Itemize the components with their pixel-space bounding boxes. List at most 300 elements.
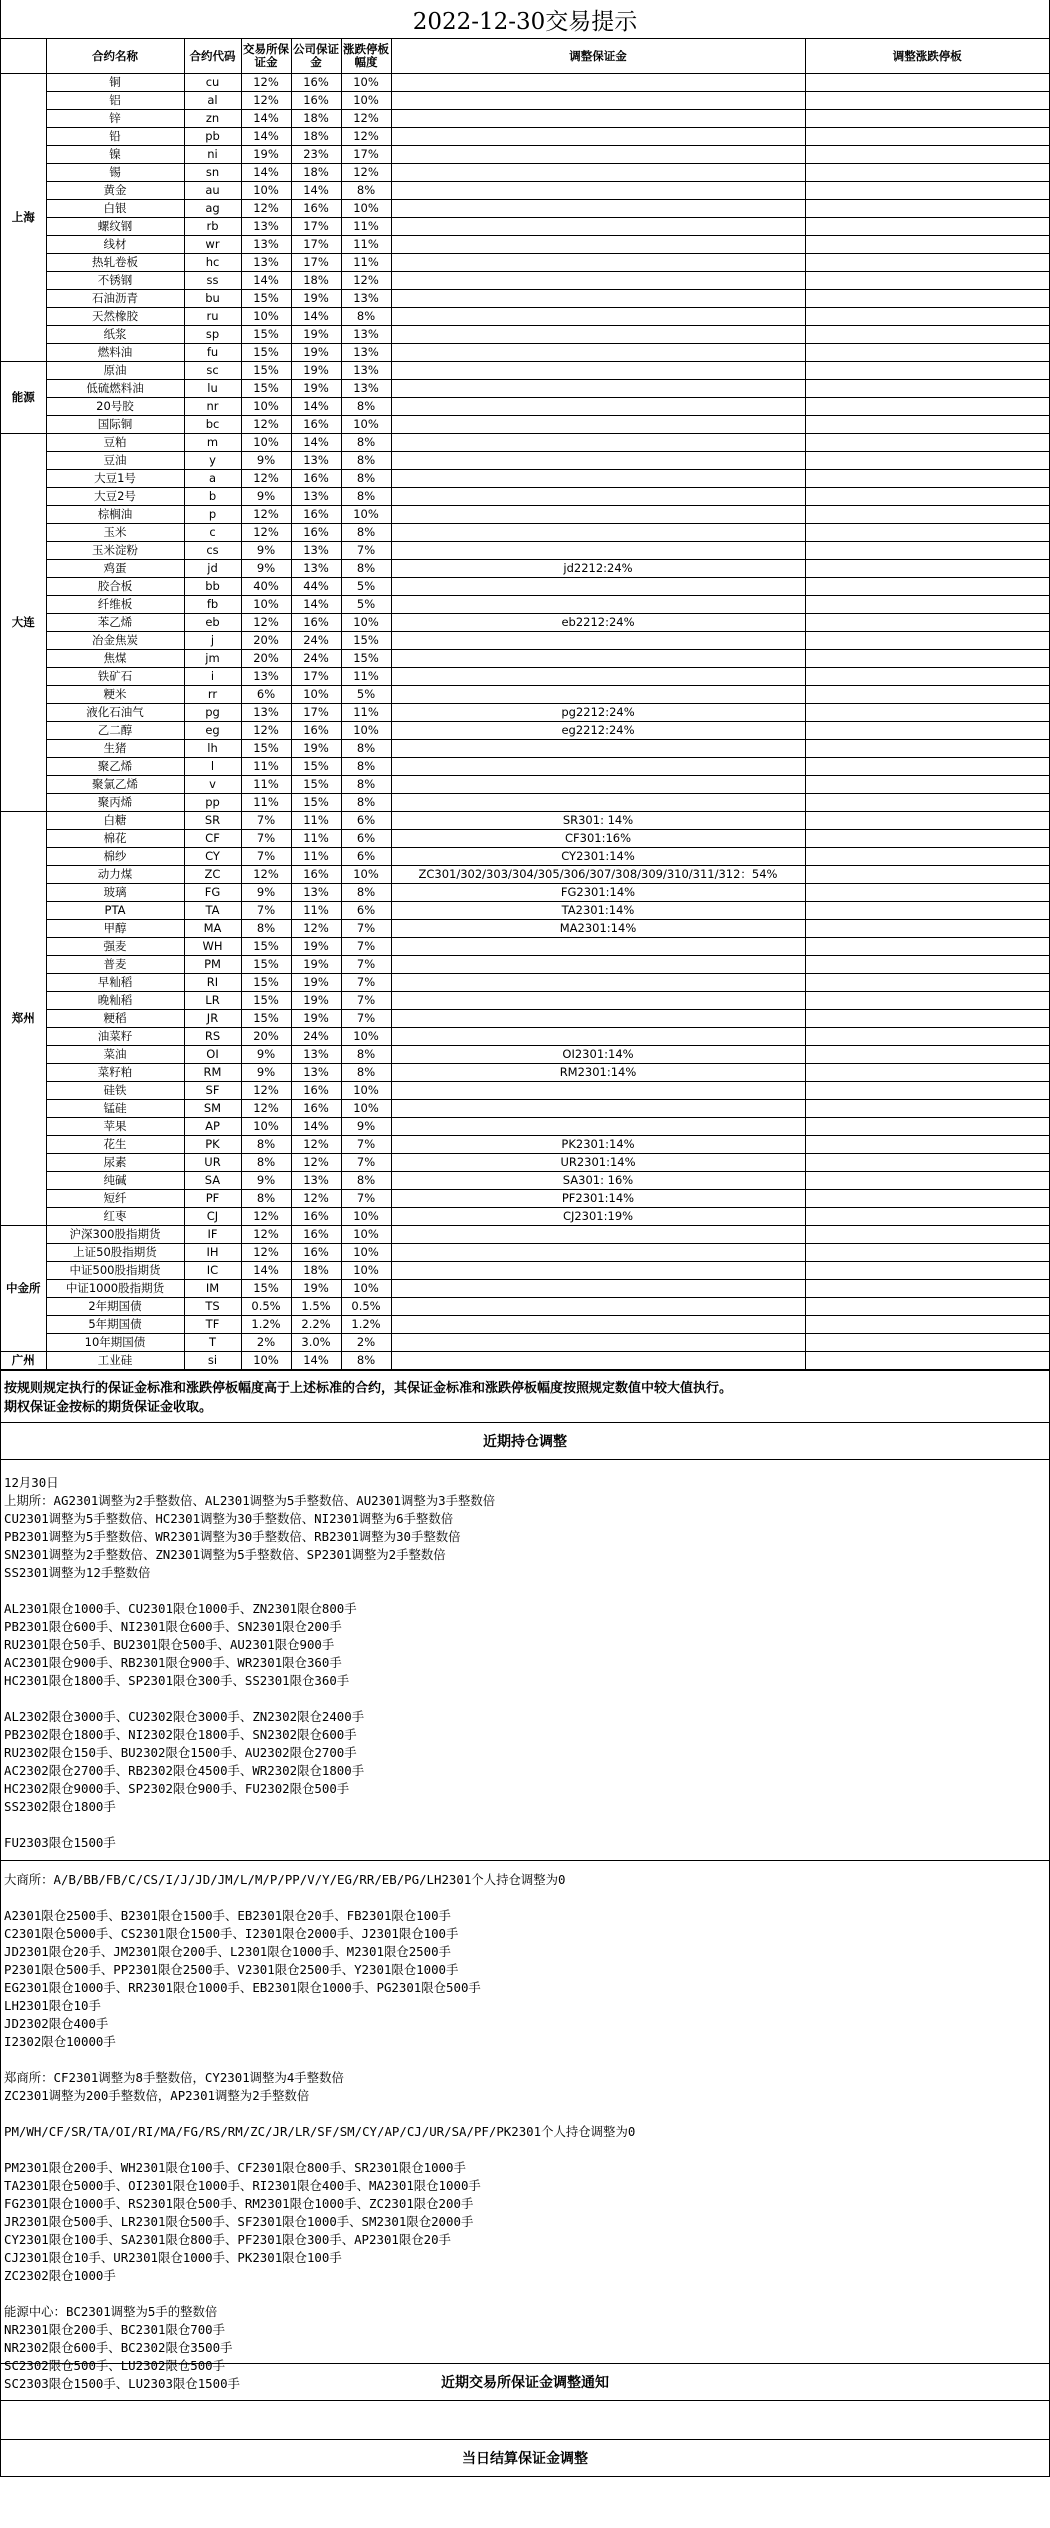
table-row [1,1208,1049,1226]
adjust-limit-cell [805,506,1049,524]
exchange-margin-cell: 13% [241,254,291,272]
contract-name-cell: 铝 [46,92,184,110]
limit-range-cell: 8% [341,776,391,794]
contract-code-cell: bc [184,416,241,434]
company-margin-cell: 16% [291,200,341,218]
limit-range-cell: 7% [341,938,391,956]
limit-range-cell: 10% [341,866,391,884]
contract-name-cell: 胶合板 [46,578,184,596]
exchange-margin-cell: 7% [241,902,291,920]
contract-code-cell: a [184,470,241,488]
adjust-limit-cell [805,290,1049,308]
exchange-margin-cell: 9% [241,1172,291,1190]
contract-code-cell: JR [184,1010,241,1028]
contract-name-cell: 10年期国债 [46,1334,184,1352]
company-margin-cell: 14% [291,308,341,326]
contract-code-cell: FG [184,884,241,902]
table-row [1,308,1049,326]
contract-name-cell: 锰硅 [46,1100,184,1118]
adjust-margin-cell: PF2301:14% [391,1190,805,1208]
contract-code-cell: pg [184,704,241,722]
company-margin-cell: 23% [291,146,341,164]
limit-range-cell: 11% [341,254,391,272]
adjust-limit-cell [805,1244,1049,1262]
exchange-margin-cell: 15% [241,380,291,398]
company-margin-cell: 11% [291,902,341,920]
contract-name-cell: 粳稻 [46,1010,184,1028]
adjust-limit-cell [805,1280,1049,1298]
company-margin-cell: 13% [291,1064,341,1082]
adjust-margin-cell [391,596,805,614]
exchange-label: 上海 [1,74,46,362]
adjust-limit-cell [805,488,1049,506]
contract-name-cell: 2年期国债 [46,1298,184,1316]
adjust-limit-cell [805,1298,1049,1316]
table-row [1,74,1049,92]
company-margin-cell: 18% [291,164,341,182]
contract-name-cell: 螺纹钢 [46,218,184,236]
adjust-limit-cell [805,398,1049,416]
adjust-limit-cell [805,758,1049,776]
company-margin-cell: 12% [291,1190,341,1208]
adjust-limit-cell [805,938,1049,956]
contract-name-cell: 粳米 [46,686,184,704]
limit-range-cell: 2% [341,1334,391,1352]
contract-code-cell: SR [184,812,241,830]
contract-code-cell: ZC [184,866,241,884]
company-margin-cell: 17% [291,254,341,272]
table-row [1,740,1049,758]
company-margin-cell: 16% [291,722,341,740]
limit-range-cell: 13% [341,290,391,308]
company-margin-cell: 16% [291,1100,341,1118]
table-row [1,1082,1049,1100]
adjust-margin-cell [391,218,805,236]
table-row [1,344,1049,362]
table-row [1,1154,1049,1172]
company-margin-cell: 19% [291,1010,341,1028]
contract-code-cell: CF [184,830,241,848]
contract-code-cell: pb [184,128,241,146]
contract-code-cell: CJ [184,1208,241,1226]
limit-range-cell: 10% [341,614,391,632]
contract-code-cell: v [184,776,241,794]
limit-range-cell: 12% [341,128,391,146]
contract-name-cell: 白银 [46,200,184,218]
header-limit-range: 涨跌停板幅度 [341,39,391,74]
contract-code-cell: PK [184,1136,241,1154]
adjust-limit-cell [805,254,1049,272]
exchange-margin-cell: 8% [241,920,291,938]
adjust-margin-cell: SA301: 16% [391,1172,805,1190]
contract-code-cell: IF [184,1226,241,1244]
header-adjust-limit: 调整涨跌停板 [805,39,1049,74]
company-margin-cell: 16% [291,1082,341,1100]
contract-code-cell: ss [184,272,241,290]
limit-range-cell: 8% [341,884,391,902]
adjust-limit-cell [805,560,1049,578]
table-row [1,974,1049,992]
table-row [1,164,1049,182]
rules-note [1,1370,1049,1422]
adjust-margin-cell [391,1082,805,1100]
exchange-margin-cell: 10% [241,1352,291,1370]
table-row [1,596,1049,614]
header-contract-code: 合约代码 [184,39,241,74]
contract-name-cell: 国际铜 [46,416,184,434]
exchange-margin-cell: 12% [241,416,291,434]
exchange-margin-cell: 1.2% [241,1316,291,1334]
adjust-margin-cell [391,380,805,398]
adjust-margin-cell: CY2301:14% [391,848,805,866]
table-row [1,1298,1049,1316]
adjust-limit-cell [805,542,1049,560]
adjust-margin-cell: CF301:16% [391,830,805,848]
adjust-limit-cell [805,848,1049,866]
adjust-limit-cell [805,740,1049,758]
contract-name-cell: 苹果 [46,1118,184,1136]
adjust-margin-cell: FG2301:14% [391,884,805,902]
limit-range-cell: 12% [341,110,391,128]
adjust-margin-cell: OI2301:14% [391,1046,805,1064]
adjust-limit-cell [805,974,1049,992]
adjust-limit-cell [805,1064,1049,1082]
contract-name-cell: 白糖 [46,812,184,830]
adjust-limit-cell [805,578,1049,596]
contract-name-cell: 铁矿石 [46,668,184,686]
adjust-limit-cell [805,236,1049,254]
contract-name-cell: 大豆1号 [46,470,184,488]
limit-range-cell: 6% [341,812,391,830]
contract-name-cell: 聚乙烯 [46,758,184,776]
company-margin-cell: 19% [291,956,341,974]
company-margin-cell: 13% [291,542,341,560]
contract-code-cell: cs [184,542,241,560]
company-margin-cell: 13% [291,1046,341,1064]
adjust-limit-cell [805,614,1049,632]
exchange-margin-cell: 12% [241,506,291,524]
contract-name-cell: 硅铁 [46,1082,184,1100]
adjust-limit-cell [805,632,1049,650]
table-row [1,1244,1049,1262]
adjust-margin-cell: PK2301:14% [391,1136,805,1154]
adjust-margin-cell [391,686,805,704]
contract-code-cell: wr [184,236,241,254]
adjust-limit-cell [805,1028,1049,1046]
contract-name-cell: 线材 [46,236,184,254]
contract-name-cell: 镍 [46,146,184,164]
exchange-margin-cell: 9% [241,1046,291,1064]
limit-range-cell: 10% [341,1100,391,1118]
exchange-margin-cell: 12% [241,1226,291,1244]
contract-name-cell: 普麦 [46,956,184,974]
table-row [1,1064,1049,1082]
margin-table [1,39,1049,1370]
company-margin-cell: 44% [291,578,341,596]
contract-code-cell: TS [184,1298,241,1316]
table-row [1,416,1049,434]
adjust-limit-cell [805,884,1049,902]
exchange-label: 广州 [1,1352,46,1370]
contract-code-cell: WH [184,938,241,956]
limit-range-cell: 6% [341,902,391,920]
company-margin-cell: 12% [291,920,341,938]
contract-name-cell: 红枣 [46,1208,184,1226]
adjust-limit-cell [805,1118,1049,1136]
contract-code-cell: lh [184,740,241,758]
exchange-margin-cell: 10% [241,182,291,200]
contract-code-cell: eg [184,722,241,740]
exchange-margin-cell: 12% [241,1208,291,1226]
limit-range-cell: 12% [341,272,391,290]
exchange-margin-cell: 20% [241,632,291,650]
exchange-margin-cell: 14% [241,1262,291,1280]
exchange-margin-cell: 14% [241,272,291,290]
adjust-margin-cell: UR2301:14% [391,1154,805,1172]
table-row [1,866,1049,884]
adjust-limit-cell [805,1100,1049,1118]
exchange-margin-cell: 40% [241,578,291,596]
table-row [1,722,1049,740]
contract-code-cell: IM [184,1280,241,1298]
contract-name-cell: 5年期国债 [46,1316,184,1334]
contract-name-cell: 玉米 [46,524,184,542]
table-row [1,1280,1049,1298]
exchange-margin-cell: 15% [241,344,291,362]
adjust-limit-cell [805,1046,1049,1064]
table-row [1,614,1049,632]
adjust-margin-cell [391,128,805,146]
adjust-limit-cell [805,812,1049,830]
table-row [1,1352,1049,1370]
adjust-margin-cell [391,362,805,380]
limit-range-cell: 10% [341,1028,391,1046]
contract-name-cell: 锌 [46,110,184,128]
limit-range-cell: 10% [341,1262,391,1280]
table-row [1,650,1049,668]
company-margin-cell: 19% [291,344,341,362]
limit-range-cell: 0.5% [341,1298,391,1316]
adjust-margin-cell [391,74,805,92]
table-row [1,92,1049,110]
adjust-margin-cell [391,524,805,542]
adjust-margin-cell: jd2212:24% [391,560,805,578]
exchange-label: 大连 [1,434,46,812]
adjust-margin-cell [391,434,805,452]
limit-range-cell: 6% [341,848,391,866]
divider [1,1860,1049,1861]
contract-name-cell: 棕榈油 [46,506,184,524]
table-row [1,1190,1049,1208]
contract-code-cell: b [184,488,241,506]
limit-range-cell: 7% [341,956,391,974]
adjust-margin-cell [391,974,805,992]
adjust-limit-cell [805,722,1049,740]
adjust-margin-cell [391,758,805,776]
limit-range-cell: 17% [341,146,391,164]
company-margin-cell: 13% [291,560,341,578]
limit-range-cell: 10% [341,74,391,92]
adjust-limit-cell [805,344,1049,362]
contract-name-cell: 原油 [46,362,184,380]
exchange-margin-cell: 13% [241,218,291,236]
contract-name-cell: 晚籼稻 [46,992,184,1010]
exchange-margin-cell: 9% [241,884,291,902]
table-row [1,398,1049,416]
limit-range-cell: 13% [341,362,391,380]
company-margin-cell: 16% [291,416,341,434]
exchange-margin-cell: 15% [241,362,291,380]
contract-code-cell: si [184,1352,241,1370]
contract-name-cell: 强麦 [46,938,184,956]
contract-name-cell: 动力煤 [46,866,184,884]
table-row [1,1136,1049,1154]
contract-name-cell: 尿素 [46,1154,184,1172]
limit-range-cell: 10% [341,722,391,740]
table-row [1,938,1049,956]
table-row [1,812,1049,830]
table-row [1,704,1049,722]
company-margin-cell: 19% [291,380,341,398]
limit-range-cell: 7% [341,1190,391,1208]
contract-name-cell: 花生 [46,1136,184,1154]
header-contract-name: 合约名称 [46,39,184,74]
adjust-margin-cell [391,1352,805,1370]
contract-code-cell: AP [184,1118,241,1136]
adjust-margin-cell [391,632,805,650]
company-margin-cell: 17% [291,704,341,722]
position-adjust-title: 近期持仓调整 [1,1422,1049,1459]
company-margin-cell: 14% [291,1118,341,1136]
adjust-limit-cell [805,902,1049,920]
adjust-limit-cell [805,794,1049,812]
adjust-margin-cell [391,794,805,812]
adjust-margin-cell [391,344,805,362]
contract-name-cell: 早籼稻 [46,974,184,992]
contract-name-cell: 天然橡胶 [46,308,184,326]
adjust-margin-cell [391,542,805,560]
exchange-margin-cell: 10% [241,596,291,614]
exchange-margin-cell: 9% [241,488,291,506]
contract-name-cell: 低硫燃料油 [46,380,184,398]
adjust-margin-cell [391,290,805,308]
adjust-margin-cell: TA2301:14% [391,902,805,920]
adjust-limit-cell [805,200,1049,218]
limit-range-cell: 13% [341,344,391,362]
contract-name-cell: 生猪 [46,740,184,758]
adjust-limit-cell [805,776,1049,794]
limit-range-cell: 8% [341,560,391,578]
limit-range-cell: 1.2% [341,1316,391,1334]
company-margin-cell: 16% [291,1244,341,1262]
table-row [1,560,1049,578]
contract-name-cell: 乙二醇 [46,722,184,740]
contract-code-cell: ru [184,308,241,326]
contract-name-cell: 苯乙烯 [46,614,184,632]
contract-code-cell: p [184,506,241,524]
table-row [1,1028,1049,1046]
contract-code-cell: PF [184,1190,241,1208]
adjust-margin-cell [391,1118,805,1136]
exchange-margin-cell: 13% [241,668,291,686]
contract-name-cell: 石油沥青 [46,290,184,308]
contract-code-cell: bb [184,578,241,596]
adjust-limit-cell [805,308,1049,326]
adjust-limit-cell [805,1262,1049,1280]
limit-range-cell: 8% [341,1172,391,1190]
adjust-margin-cell: ZC301/302/303/304/305/306/307/308/309/310/311/312：54% [391,866,805,884]
adjust-limit-cell [805,920,1049,938]
company-margin-cell: 19% [291,974,341,992]
company-margin-cell: 15% [291,794,341,812]
adjust-margin-cell [391,506,805,524]
contract-code-cell: al [184,92,241,110]
adjust-limit-cell [805,1334,1049,1352]
adjust-margin-cell [391,650,805,668]
company-margin-cell: 16% [291,614,341,632]
company-margin-cell: 15% [291,776,341,794]
company-margin-cell: 24% [291,1028,341,1046]
company-margin-cell: 17% [291,236,341,254]
company-margin-cell: 13% [291,488,341,506]
contract-code-cell: m [184,434,241,452]
contract-code-cell: T [184,1334,241,1352]
table-row [1,542,1049,560]
contract-name-cell: PTA [46,902,184,920]
limit-range-cell: 8% [341,308,391,326]
company-margin-cell: 24% [291,632,341,650]
contract-name-cell: 冶金焦炭 [46,632,184,650]
adjust-margin-cell [391,668,805,686]
company-margin-cell: 15% [291,758,341,776]
adjust-margin-cell [391,956,805,974]
contract-code-cell: SA [184,1172,241,1190]
adjust-margin-cell [391,1028,805,1046]
adjust-margin-cell [391,236,805,254]
adjust-limit-cell [805,1172,1049,1190]
exchange-margin-cell: 11% [241,776,291,794]
contract-name-cell: 聚丙烯 [46,794,184,812]
company-margin-cell: 12% [291,1136,341,1154]
exchange-margin-cell: 13% [241,704,291,722]
table-row [1,1046,1049,1064]
adjust-margin-cell [391,1262,805,1280]
adjust-limit-cell [805,1010,1049,1028]
limit-range-cell: 10% [341,1208,391,1226]
contract-name-cell: 纸浆 [46,326,184,344]
adjust-margin-cell [391,1226,805,1244]
table-header-row [1,39,1049,74]
adjust-margin-cell [391,470,805,488]
exchange-margin-cell: 12% [241,1100,291,1118]
exchange-margin-cell: 13% [241,236,291,254]
limit-range-cell: 5% [341,686,391,704]
company-margin-cell: 24% [291,650,341,668]
contract-code-cell: rr [184,686,241,704]
adjust-margin-cell [391,308,805,326]
company-margin-cell: 16% [291,470,341,488]
table-row [1,146,1049,164]
limit-range-cell: 9% [341,1118,391,1136]
exchange-margin-cell: 12% [241,470,291,488]
adjust-margin-cell: SR301: 14% [391,812,805,830]
table-row [1,128,1049,146]
exchange-label: 能源 [1,362,46,434]
contract-code-cell: nr [184,398,241,416]
exchange-margin-cell: 15% [241,1010,291,1028]
adjust-limit-cell [805,596,1049,614]
exchange-margin-cell: 9% [241,560,291,578]
